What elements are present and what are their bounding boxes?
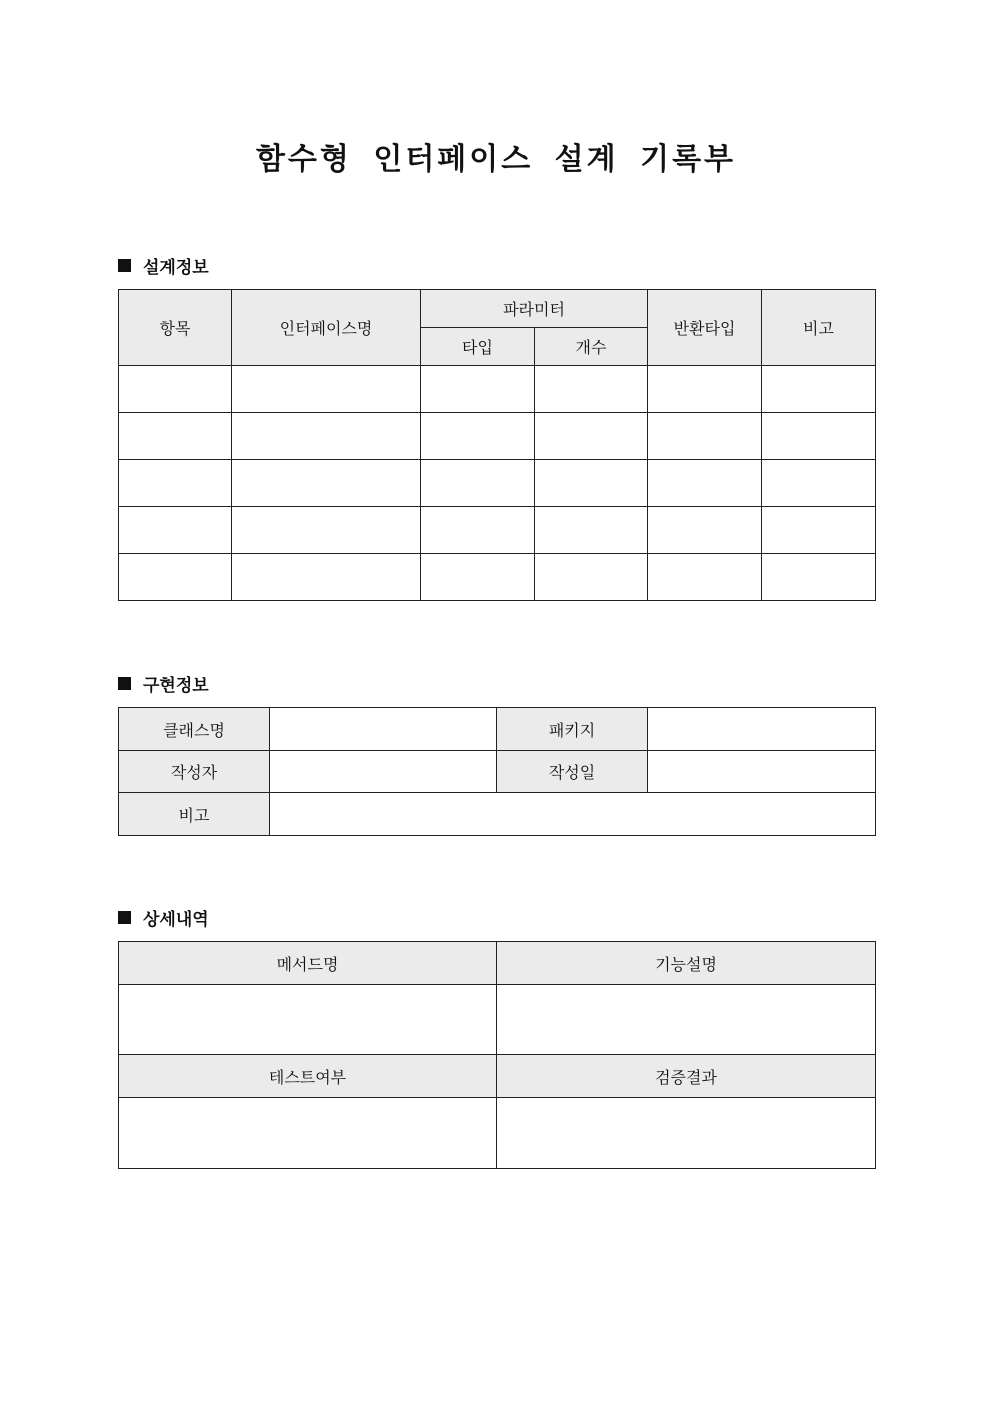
cell-param-type[interactable] bbox=[421, 554, 535, 601]
header-item: 항목 bbox=[119, 290, 232, 366]
cell-param-type[interactable] bbox=[421, 507, 535, 554]
package-field[interactable] bbox=[648, 708, 876, 751]
cell-item[interactable] bbox=[119, 507, 232, 554]
implementation-info-table bbox=[118, 707, 876, 836]
cell-note[interactable] bbox=[762, 413, 876, 460]
cell-param-count[interactable] bbox=[535, 366, 648, 413]
package-label: 패키지 bbox=[497, 708, 648, 751]
method-name-field[interactable] bbox=[119, 985, 497, 1055]
cell-return-type[interactable] bbox=[648, 366, 762, 413]
cell-interface-name[interactable] bbox=[232, 413, 421, 460]
cell-param-count[interactable] bbox=[535, 413, 648, 460]
test-label: 테스트여부 bbox=[119, 1055, 497, 1098]
page-title: 함수형 인터페이스 설계 기록부 bbox=[255, 142, 737, 177]
section-heading-label: 상세내역 bbox=[143, 909, 209, 930]
cell-interface-name[interactable] bbox=[232, 507, 421, 554]
impl-note-label: 비고 bbox=[119, 793, 270, 836]
square-bullet-icon bbox=[118, 259, 131, 272]
cell-note[interactable] bbox=[762, 460, 876, 507]
cell-return-type[interactable] bbox=[648, 413, 762, 460]
author-label: 작성자 bbox=[119, 751, 270, 793]
section-heading-details bbox=[118, 905, 209, 929]
cell-item[interactable] bbox=[119, 413, 232, 460]
section-heading-label: 구현정보 bbox=[143, 675, 209, 696]
impl-note-field[interactable] bbox=[270, 793, 876, 836]
date-label: 작성일 bbox=[497, 751, 648, 793]
details-table bbox=[118, 941, 876, 1169]
section-heading-label: 설계정보 bbox=[143, 257, 209, 278]
cell-item[interactable] bbox=[119, 366, 232, 413]
header-return-type: 반환타입 bbox=[648, 290, 762, 366]
table-row bbox=[119, 507, 876, 554]
cell-note[interactable] bbox=[762, 507, 876, 554]
cell-return-type[interactable] bbox=[648, 507, 762, 554]
section-heading-implementation bbox=[118, 671, 209, 695]
table-row bbox=[119, 554, 876, 601]
table-row bbox=[119, 460, 876, 507]
class-name-label: 클래스명 bbox=[119, 708, 270, 751]
header-interface-name: 인터페이스명 bbox=[232, 290, 421, 366]
cell-interface-name[interactable] bbox=[232, 366, 421, 413]
design-info-table bbox=[118, 289, 876, 601]
table-row bbox=[119, 366, 876, 413]
date-field[interactable] bbox=[648, 751, 876, 793]
header-param-count: 개수 bbox=[535, 328, 648, 366]
header-param-type: 타입 bbox=[421, 328, 535, 366]
header-parameter: 파라미터 bbox=[421, 290, 648, 328]
verify-field[interactable] bbox=[497, 1098, 876, 1169]
test-field[interactable] bbox=[119, 1098, 497, 1169]
cell-return-type[interactable] bbox=[648, 554, 762, 601]
cell-param-count[interactable] bbox=[535, 554, 648, 601]
cell-interface-name[interactable] bbox=[232, 554, 421, 601]
square-bullet-icon bbox=[118, 677, 131, 690]
method-name-label: 메서드명 bbox=[119, 942, 497, 985]
cell-param-type[interactable] bbox=[421, 366, 535, 413]
square-bullet-icon bbox=[118, 911, 131, 924]
header-note: 비고 bbox=[762, 290, 876, 366]
cell-note[interactable] bbox=[762, 554, 876, 601]
table-row bbox=[119, 413, 876, 460]
cell-param-count[interactable] bbox=[535, 460, 648, 507]
cell-param-type[interactable] bbox=[421, 413, 535, 460]
class-name-field[interactable] bbox=[270, 708, 497, 751]
verify-label: 검증결과 bbox=[497, 1055, 876, 1098]
cell-return-type[interactable] bbox=[648, 460, 762, 507]
cell-item[interactable] bbox=[119, 460, 232, 507]
cell-param-count[interactable] bbox=[535, 507, 648, 554]
function-desc-field[interactable] bbox=[497, 985, 876, 1055]
cell-item[interactable] bbox=[119, 554, 232, 601]
section-heading-design bbox=[118, 253, 209, 277]
cell-param-type[interactable] bbox=[421, 460, 535, 507]
cell-note[interactable] bbox=[762, 366, 876, 413]
cell-interface-name[interactable] bbox=[232, 460, 421, 507]
author-field[interactable] bbox=[270, 751, 497, 793]
function-desc-label: 기능설명 bbox=[497, 942, 876, 985]
